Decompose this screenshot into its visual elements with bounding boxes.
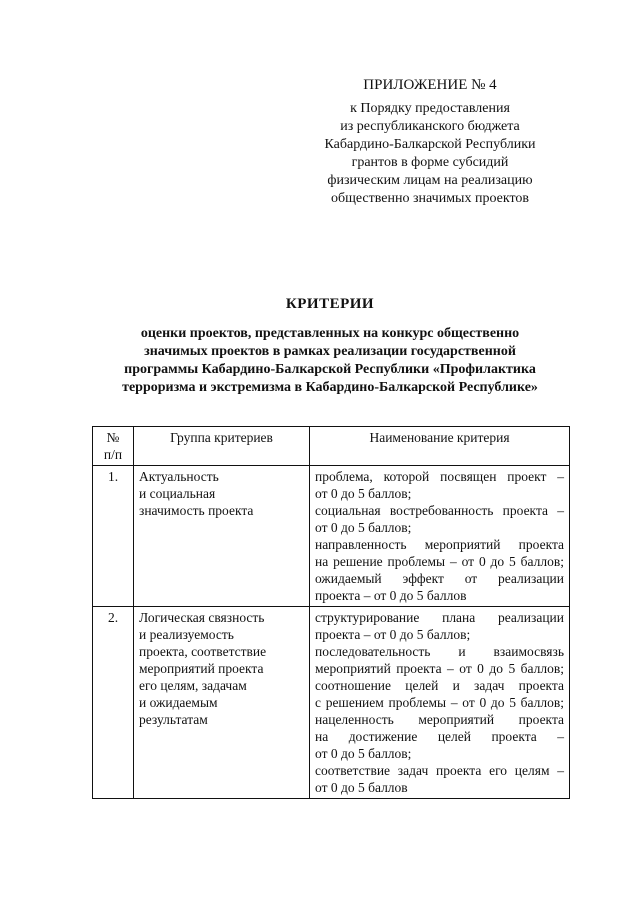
group-line: значимость проекта (139, 503, 254, 518)
criteria-line: направленность мероприятий проекта (315, 537, 564, 552)
document-heading (100, 296, 560, 397)
criteria-line: проекта – от 0 до 5 баллов; (315, 627, 471, 642)
row-criteria (310, 466, 570, 607)
header-name: Наименование критерия (310, 427, 570, 466)
heading-subtitle (100, 325, 560, 397)
row-group (134, 607, 310, 799)
criteria-line: нацеленность мероприятий проекта (315, 712, 564, 727)
group-line: его целям, задачам (139, 678, 247, 693)
group-line: и ожидаемым (139, 695, 218, 710)
group-line: Актуальность (139, 469, 219, 484)
row-criteria (310, 607, 570, 799)
criteria-line: последовательность и взаимосвязь (315, 644, 564, 659)
header-num-line: п/п (103, 447, 123, 462)
header-num-line: № (106, 430, 120, 445)
criteria-line: от 0 до 5 баллов; (315, 746, 412, 761)
criteria-line: соответствие задач проекта его целям – (315, 763, 564, 778)
criteria-line: с решением проблемы – от 0 до 5 баллов; (315, 695, 564, 710)
appendix-line: общественно значимых проектов (330, 191, 530, 206)
group-line: и социальная (139, 486, 216, 501)
table-header-row (93, 427, 570, 466)
criteria-line: мероприятий проекта – от 0 до 5 баллов; (315, 661, 564, 676)
header-group: Группа критериев (134, 427, 310, 466)
heading-subtitle-line: оценки проектов, представленных на конкурс общественно (140, 326, 520, 341)
criteria-line: на достижение целей проекта – (315, 729, 564, 744)
appendix-line: грантов в форме субсидий (351, 155, 509, 170)
group-line: мероприятий проекта (139, 661, 264, 676)
row-group (134, 466, 310, 607)
appendix-line: к Порядку предоставления (350, 101, 510, 116)
appendix-line: Кабардино-Балкарской Республики (324, 137, 536, 152)
group-line: и реализуемость (139, 627, 234, 642)
criteria-line: социальная востребованность проекта – (315, 503, 564, 518)
group-line: результатам (139, 712, 208, 727)
row-num: 2. (93, 607, 134, 799)
criteria-line: от 0 до 5 баллов; (315, 520, 412, 535)
criteria-line: ожидаемый эффект от реализации (315, 571, 564, 586)
criteria-line: соотношение целей и задач проекта (315, 678, 564, 693)
heading-subtitle-line: значимых проектов в рамках реализации государственной (144, 344, 516, 359)
criteria-line: структурирование плана реализации (315, 610, 564, 625)
group-line: проекта, соответствие (139, 644, 267, 659)
criteria-line: на решение проблемы – от 0 до 5 баллов; (315, 554, 564, 569)
criteria-line: от 0 до 5 баллов; (315, 486, 412, 501)
row-num: 1. (93, 466, 134, 607)
criteria-table (92, 426, 570, 799)
table-row (93, 607, 570, 799)
heading-subtitle-line: терроризма и экстремизма в Кабардино-Балкарской Республике» (122, 380, 538, 395)
criteria-line: от 0 до 5 баллов (315, 780, 408, 795)
appendix-title: ПРИЛОЖЕНИЕ № 4 (363, 77, 497, 93)
group-line: Логическая связность (139, 610, 265, 625)
appendix-line: физическим лицам на реализацию (327, 173, 533, 188)
appendix-line: из республиканского бюджета (340, 119, 520, 134)
criteria-line: проблема, которой посвящен проект – (315, 469, 564, 484)
heading-title: КРИТЕРИИ (285, 296, 375, 312)
heading-subtitle-line: программы Кабардино-Балкарской Республики «Профилактика (124, 362, 536, 377)
header-num (93, 427, 134, 466)
criteria-line: проекта – от 0 до 5 баллов (315, 588, 467, 603)
appendix-block (300, 76, 560, 208)
table-row (93, 466, 570, 607)
